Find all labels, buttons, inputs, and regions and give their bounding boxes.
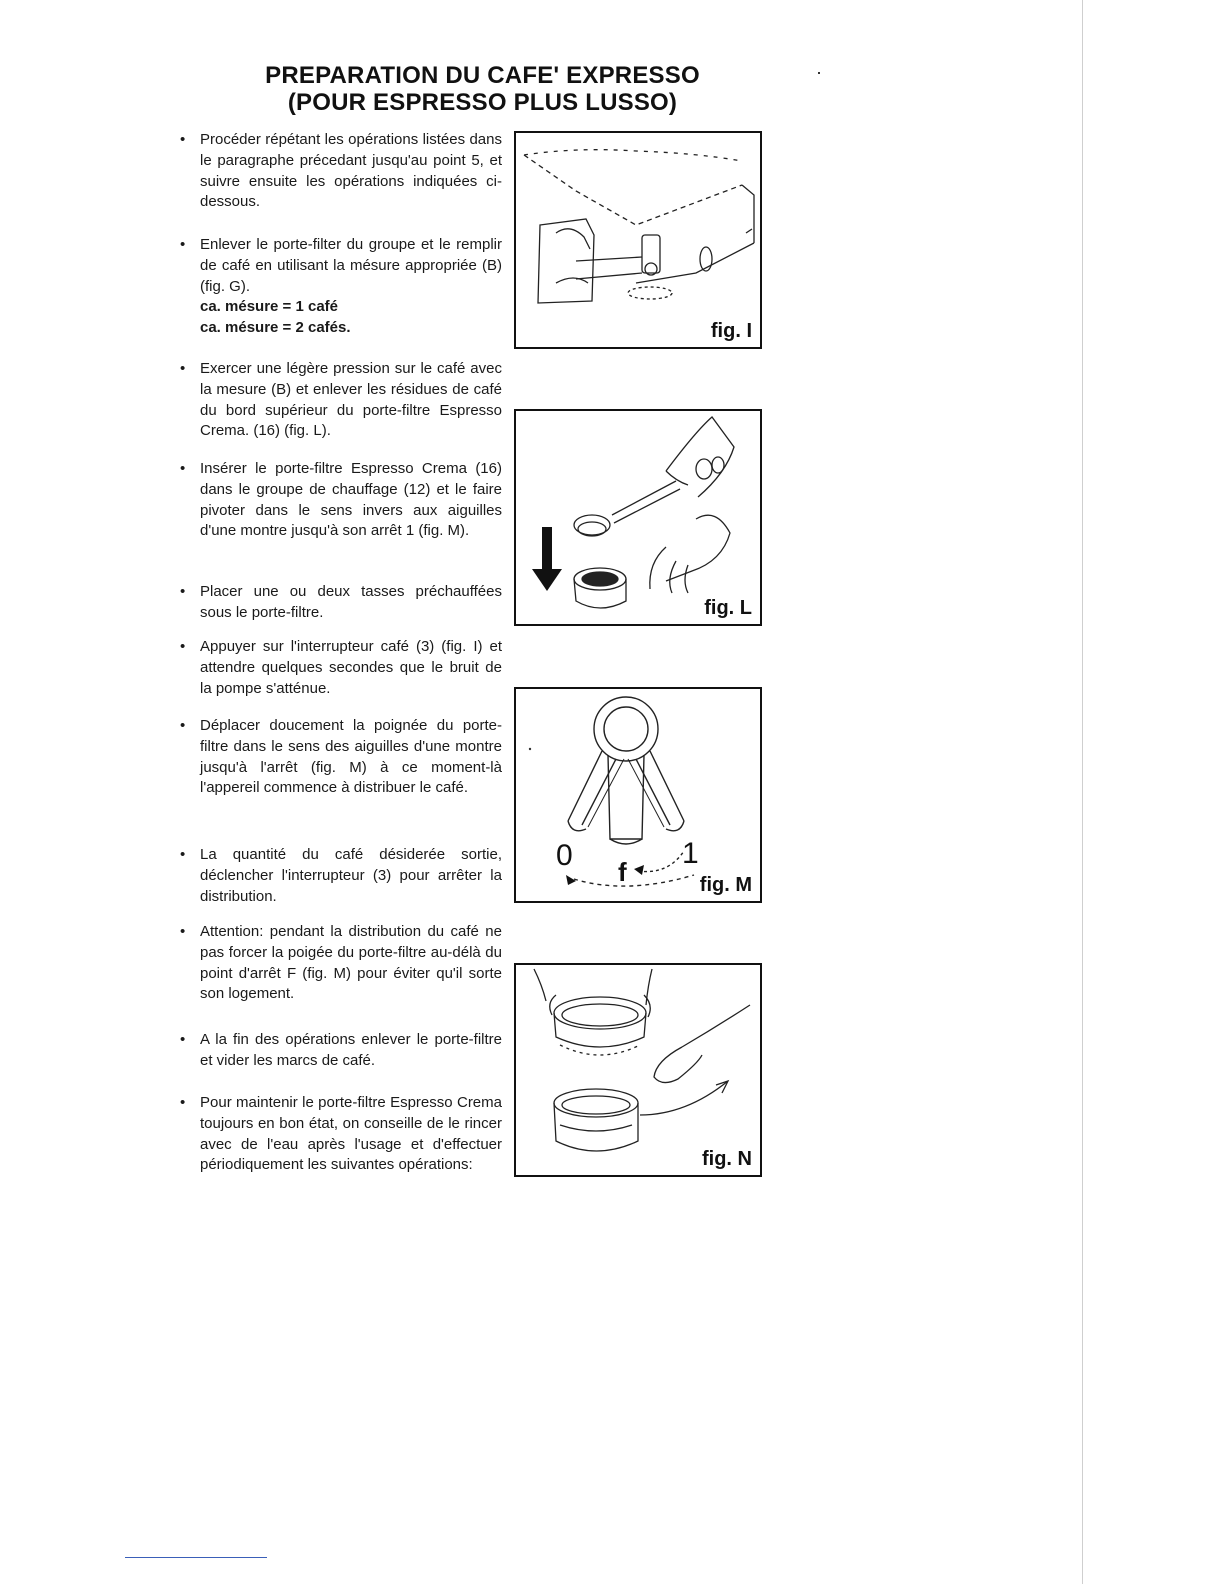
instruction-text: A la fin des opérations enlever le porte-filtre et vider les marcs de café.: [200, 1031, 502, 1069]
instruction-item: [180, 716, 502, 799]
figure-m-position-zero: 0: [556, 839, 573, 872]
title-line-2: (POUR ESPRESSO PLUS LUSSO): [287, 89, 678, 116]
figure-l-caption: fig. L: [704, 597, 752, 619]
scan-speck: [818, 72, 820, 74]
figure-m-caption: fig. M: [699, 874, 752, 896]
figure-i-illustration: [516, 133, 760, 347]
page-title: [230, 62, 735, 116]
instruction-item: [180, 235, 502, 339]
page-edge-line: [1082, 0, 1083, 1584]
instruction-text: Placer une ou deux tasses préchauffées sous le porte-filtre.: [200, 583, 502, 621]
bullet-marker: •: [180, 1094, 186, 1111]
figure-m-illustration: [516, 689, 760, 901]
instruction-text: Déplacer doucement la poignée du porte-filtre dans le sens des aiguilles d'une montre jusqu'à l'arrêt (fig. M) à ce moment-là l'appereil commence à distribuer le café.: [200, 717, 502, 797]
instruction-item: [180, 459, 502, 542]
bullet-marker: •: [180, 846, 186, 863]
instruction-item: [180, 845, 502, 907]
instruction-item: [180, 922, 502, 1005]
instruction-text: Exercer une légère pression sur le café avec la mesure (B) et enlever les résidues de café du bord supérieur du porte-filtre Espresso Crema. (16) (fig. L).: [200, 360, 502, 440]
instruction-item: [180, 130, 502, 213]
instruction-item: [180, 359, 502, 442]
instruction-item: [180, 582, 502, 624]
instruction-text: Pour maintenir le porte-filtre Espresso Crema toujours en bon état, on conseille de le rincer avec de l'eau après l'usage et d'effectuer périodiquement les suivantes opérations:: [200, 1094, 502, 1174]
measure-note-1: ca. mésure = 1 café: [200, 298, 339, 316]
instruction-text: Appuyer sur l'interrupteur café (3) (fig. I) et attendre quelques secondes que le bruit de la pompe s'atténue.: [200, 638, 502, 697]
figure-l-illustration: [516, 411, 760, 624]
instruction-item: [180, 1093, 502, 1176]
figure-i-caption: fig. I: [710, 320, 752, 342]
figure-m-stop-f: f: [618, 857, 627, 887]
instruction-item: [180, 637, 502, 699]
measure-note-2: ca. mésure = 2 cafés.: [200, 319, 351, 337]
figure-i: [514, 131, 762, 349]
bullet-marker: •: [180, 717, 186, 734]
figure-n-caption: fig. N: [702, 1148, 752, 1170]
bullet-marker: •: [180, 923, 186, 940]
figure-m-position-one: 1: [682, 837, 699, 870]
instruction-text: Procéder répétant les opérations listées dans le paragraphe précedant jusqu'au point 5, et suivre ensuite les opérations indiquées ci-dessous.: [200, 131, 502, 211]
instruction-item: [180, 1030, 502, 1072]
instruction-text: La quantité du café désiderée sortie, déclencher l'interrupteur (3) pour arrêter la distribution.: [200, 846, 502, 905]
figure-m: [514, 687, 762, 903]
footnote-rule: [125, 1557, 267, 1558]
instruction-text: Attention: pendant la distribution du café ne pas forcer la poigée du porte-filtre au-délà du point d'arrêt F (fig. M) pour éviter qu'il sorte son logement.: [200, 923, 502, 1003]
figure-n-illustration: [516, 965, 760, 1175]
figure-n: [514, 963, 762, 1177]
instruction-text: Enlever le porte-filter du groupe et le remplir de café en utilisant la mésure appropriée (B) (fig. G).: [200, 236, 502, 295]
bullet-marker: •: [180, 131, 186, 148]
bullet-marker: •: [180, 236, 186, 253]
title-line-1: PREPARATION DU CAFE' EXPRESSO: [265, 62, 700, 89]
bullet-marker: •: [180, 460, 186, 477]
bullet-marker: •: [180, 583, 186, 600]
instruction-text: Insérer le porte-filtre Espresso Crema (16) dans le groupe de chauffage (12) et le faire pivoter dans le sens invers aux aiguilles d'une montre jusqu'à son arrêt 1 (fig. M).: [200, 460, 502, 540]
bullet-marker: •: [180, 1031, 186, 1048]
bullet-marker: •: [180, 638, 186, 655]
figure-l: [514, 409, 762, 626]
bullet-marker: •: [180, 360, 186, 377]
